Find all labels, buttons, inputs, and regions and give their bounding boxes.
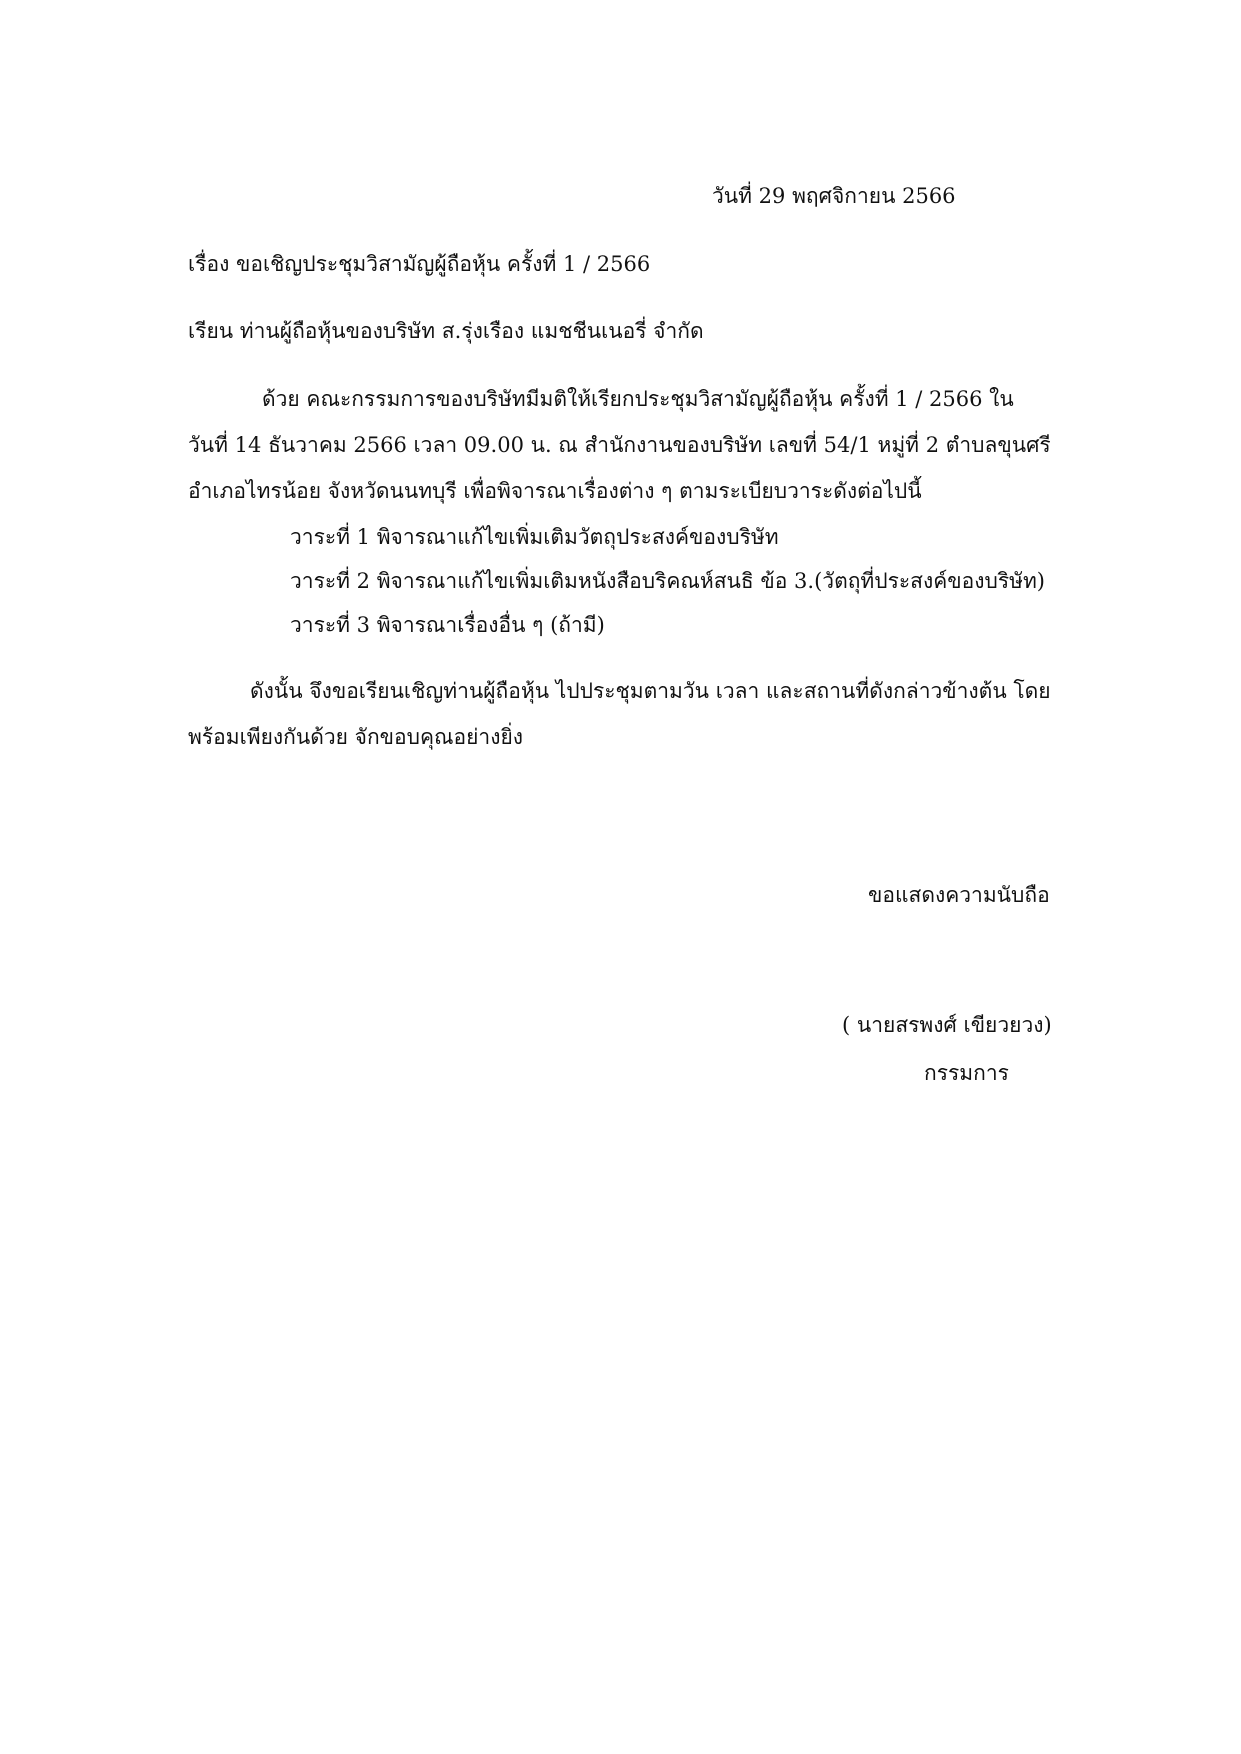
agenda-item: วาระที่ 3 พิจารณาเรื่องอื่น ๆ (ถ้ามี): [290, 613, 605, 637]
regards: ขอแสดงความนับถือ: [868, 883, 1050, 907]
agenda-item: วาระที่ 2 พิจารณาแก้ไขเพิ่มเติมหนังสือบริคณห์สนธิ ข้อ 3.(วัตถุที่ประสงค์ของบริษัท): [290, 569, 1045, 593]
body-line: ด้วย คณะกรรมการของบริษัทมีมติให้เรียกประชุมวิสามัญผู้ถือหุ้น ครั้งที่ 1 / 2566 ใน: [262, 387, 1014, 411]
body-line: วันที่ 14 ธันวาคม 2566 เวลา 09.00 น. ณ สำนักงานของบริษัท เลขที่ 54/1 หมู่ที่ 2 ตำบลขุนศรี: [188, 433, 1051, 457]
closing-line: ดังนั้น จึงขอเรียนเชิญท่านผู้ถือหุ้น ไปประชุมตามวัน เวลา และสถานที่ดังกล่าวข้างต้น โดย: [250, 679, 1051, 703]
letter-recipient: เรียน ท่านผู้ถือหุ้นของบริษัท ส.รุ่งเรือง แมชชีนเนอรี่ จำกัด: [188, 319, 704, 343]
letter-date: วันที่ 29 พฤศจิกายน 2566: [712, 184, 956, 208]
closing-line: พร้อมเพียงกันด้วย จักขอบคุณอย่างยิ่ง: [188, 725, 524, 749]
signer-position: กรรมการ: [924, 1061, 1009, 1085]
body-line: อำเภอไทรน้อย จังหวัดนนทบุรี เพื่อพิจารณาเรื่องต่าง ๆ ตามระเบียบวาระดังต่อไปนี้: [188, 479, 922, 503]
signer-name: ( นายสรพงศ์ เขียวยวง): [842, 1013, 1052, 1037]
letter-subject: เรื่อง ขอเชิญประชุมวิสามัญผู้ถือหุ้น ครั้งที่ 1 / 2566: [188, 252, 651, 276]
agenda-item: วาระที่ 1 พิจารณาแก้ไขเพิ่มเติมวัตถุประสงค์ของบริษัท: [290, 525, 779, 549]
